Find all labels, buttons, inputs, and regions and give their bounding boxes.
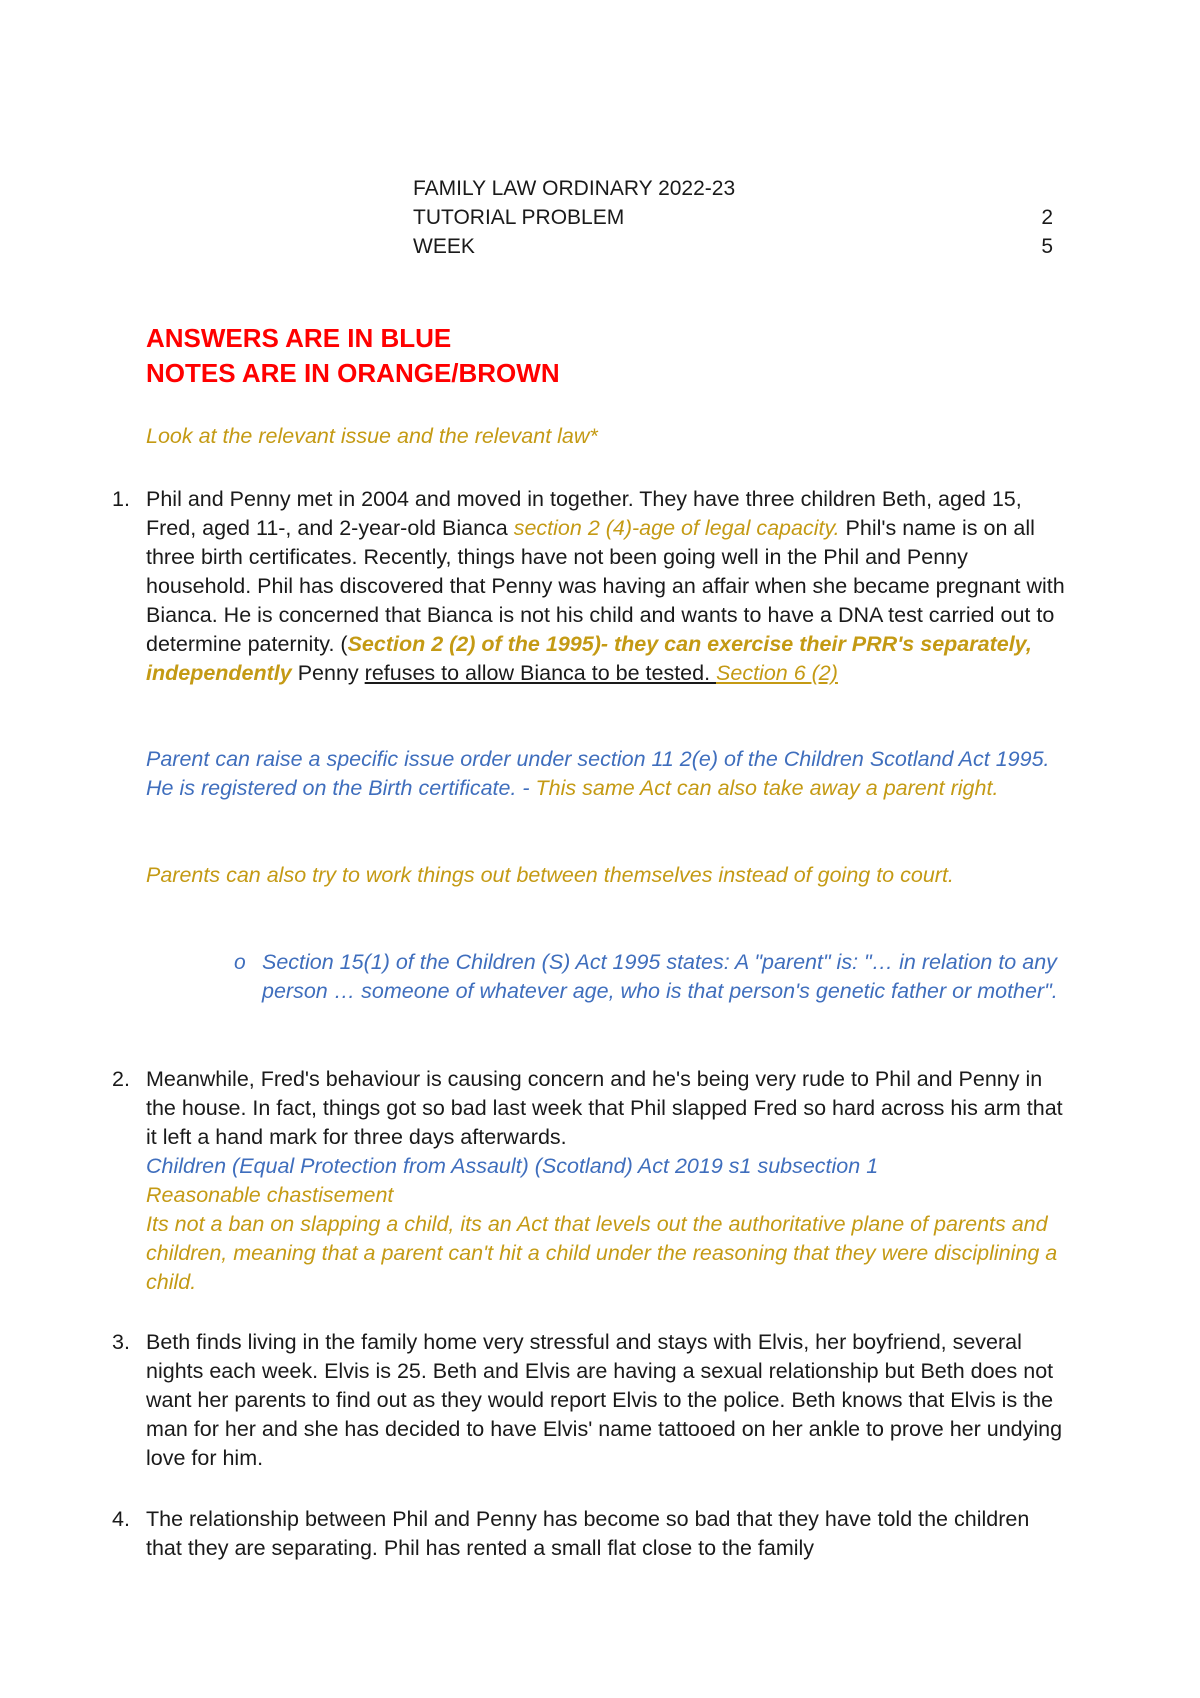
q1-note-d: This same Act can also take away a parent right. [529,776,999,800]
week-label: WEEK [413,235,475,258]
q1-bullet-answer: Section 15(1) of the Children (S) Act 1995 states: A "parent" is: "… in relation to any person … someone of whatever age, who is that person's genetic father or mother". [262,950,1058,1003]
course-title: FAMILY LAW ORDINARY 2022-23 [413,177,736,200]
tutorial-number: 2 [1041,206,1053,229]
q1-paragraph [146,485,1066,688]
q1-bullet-marker: o [234,951,246,974]
q1-text-d: refuses to allow Bianca to be tested. [364,661,717,685]
q3-paragraph: Beth finds living in the family home very stressful and stays with Elvis, her boyfriend, several nights each week. Elvis is 25. Beth and Elvis are having a sexual relationship but Beth does not want her parents to find out as they would report Elvis to the police. Beth knows that Elvis is the man for her and she has decided to have Elvis' name tattooed on her ankle to prove her undying love for him. [146,1330,1063,1470]
q2-text: Meanwhile, Fred's behaviour is causing concern and he's being very rude to Phil and Penny in the house. In fact, things got so bad last week that Phil slapped Fred so hard across his arm that it left a hand mark for three days afterwards. [146,1067,1063,1149]
q1-answer-paragraph [146,745,1066,803]
q3-marker: 3. [112,1330,130,1354]
q1-marker: 1. [112,487,130,511]
q4-paragraph: The relationship between Phil and Penny has become so bad that they have told the children that they are separating. Phil has rented a small flat close to the family [146,1507,1030,1560]
q4-marker: 4. [112,1507,130,1531]
q2-note-b: Its not a ban on slapping a child, its an Act that levels out the authoritative plane of parents and children, meaning that a parent can't hit a child under the reasoning that they were disciplining a child. [146,1212,1058,1294]
week-number: 5 [1041,235,1053,258]
intro-note: Look at the relevant issue and the relevant law* [146,424,598,448]
q1-note-e: Parents can also try to work things out between themselves instead of going to court. [146,863,954,887]
q1-note-a: section 2 (4)-age of legal capacity. [513,516,840,540]
q2-paragraph [146,1065,1066,1297]
answers-legend: ANSWERS ARE IN BLUE [146,323,452,353]
q2-note-a: Reasonable chastisement [146,1183,394,1207]
week-line [413,232,1053,261]
q2-marker: 2. [112,1067,130,1091]
document-title [413,174,1053,203]
q1-note-c: Section 6 (2) [716,661,838,685]
q1-text-a: Phil and Penny met in 2004 and moved in together. They have three children Beth, aged 15, Fred, aged 11-, and 2-year-old Bianca [146,487,1022,540]
q1-note-b: Section 2 (2) of the 1995)- they can exercise their PRR's separately, independently [146,632,1032,685]
tutorial-label: TUTORIAL PROBLEM [413,206,625,229]
q1-answer-a: Parent can raise a specific issue order under section 11 2(e) of the Children Scotland Act 1995. He is registered on the Birth certificate. - [146,747,1050,800]
q1-text-c: Penny [291,661,365,685]
tutorial-line [413,203,1053,232]
q2-answer-a: Children (Equal Protection from Assault) (Scotland) Act 2019 s1 subsection 1 [146,1154,879,1178]
q1-text-b: Phil's name is on all three birth certificates. Recently, things have not been going well in the Phil and Penny household. Phil has discovered that Penny was having an affair when she became pregnant with Bianca. He is concerned that Bianca is not his child and wants to have a DNA test carried out to determine paternity. ( [146,516,1065,656]
notes-legend: NOTES ARE IN ORANGE/BROWN [146,358,560,388]
